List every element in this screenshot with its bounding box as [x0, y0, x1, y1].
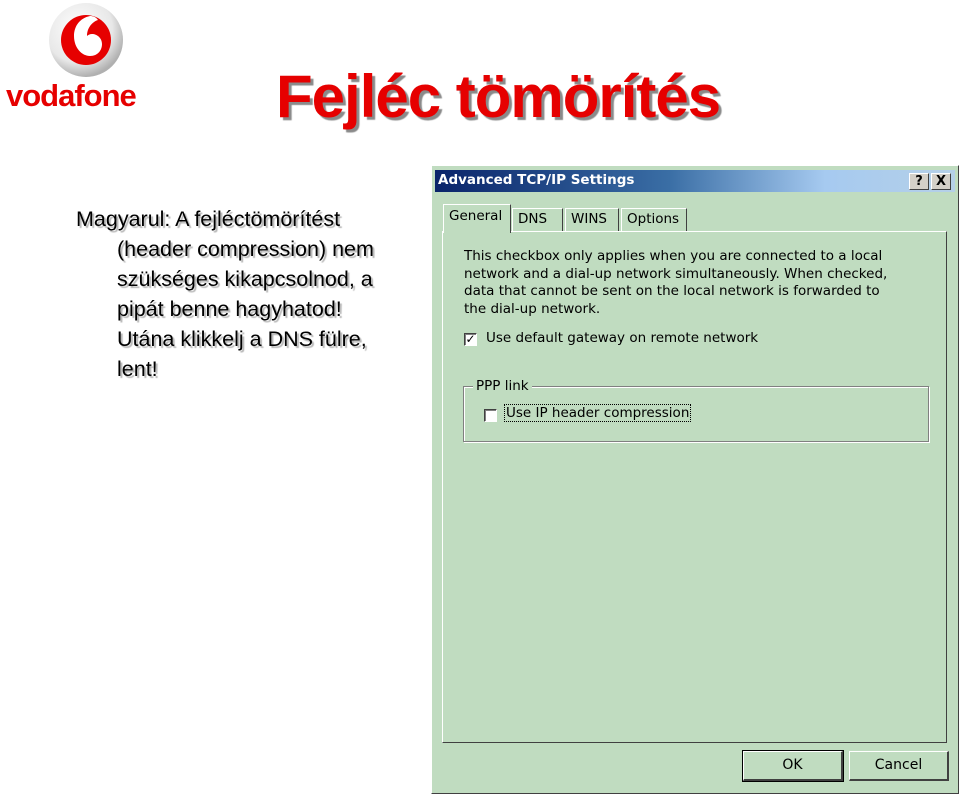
- default-gateway-checkbox[interactable]: ✓: [465, 332, 476, 346]
- instruction-line: Utána klikkelj a DNS fülre,: [117, 327, 367, 351]
- ppp-link-group: [463, 378, 929, 442]
- instruction-line: pipát benne hagyhatod!: [117, 297, 342, 321]
- instruction-line: szükséges kikapcsolnod, a: [117, 267, 373, 291]
- cancel-button[interactable]: Cancel: [849, 751, 949, 781]
- default-gateway-label[interactable]: Use default gateway on remote network: [486, 330, 759, 346]
- instruction-line: Magyarul: A fejléctömörítést: [76, 207, 341, 231]
- advanced-tcpip-dialog: [431, 165, 959, 794]
- tab-wins[interactable]: WINS: [565, 208, 619, 231]
- dialog-title: Advanced TCP/IP Settings: [438, 172, 635, 188]
- ip-header-compression-label[interactable]: Use IP header compression: [506, 405, 690, 421]
- vodafone-speechmark-icon: [46, 2, 128, 80]
- instruction-line: lent!: [117, 357, 158, 381]
- vodafone-logo: [6, 2, 166, 117]
- close-button[interactable]: X: [931, 173, 951, 190]
- slide-title: Fejléc tömörítés: [276, 63, 721, 130]
- dialog-titlebar[interactable]: [435, 170, 955, 192]
- tab-options[interactable]: Options: [621, 208, 687, 231]
- ip-header-compression-checkbox[interactable]: [484, 409, 497, 422]
- ok-button[interactable]: OK: [743, 751, 843, 781]
- vodafone-wordmark: vodafone: [6, 78, 136, 113]
- gateway-description: This checkbox only applies when you are connected to a local network and a dial-up network simultaneously. When checked, data that cannot be sent on the local network is forwarded to the dial-up network.: [464, 248, 888, 317]
- help-button[interactable]: ?: [909, 173, 929, 190]
- general-tab-panel: [442, 231, 947, 743]
- tab-dns[interactable]: DNS: [512, 208, 563, 231]
- instruction-line: (header compression) nem: [117, 237, 374, 261]
- instruction-text: [76, 204, 421, 384]
- ppp-link-legend: PPP link: [473, 378, 532, 394]
- tab-general[interactable]: General: [443, 204, 511, 233]
